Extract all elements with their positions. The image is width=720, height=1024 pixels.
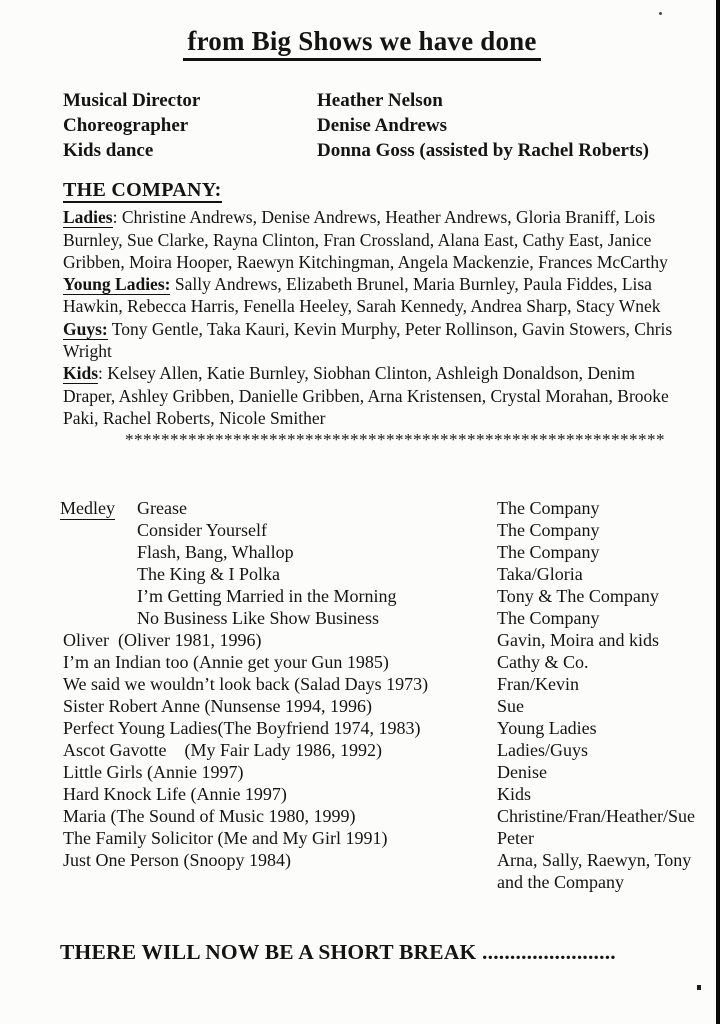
- company-section: [63, 179, 677, 452]
- programme-row: [63, 651, 715, 673]
- performer: Young Ladies: [497, 718, 597, 738]
- short-break-notice: THERE WILL NOW BE A SHORT BREAK ........................: [60, 940, 616, 964]
- medley-label: Medley: [60, 498, 115, 518]
- programme-row: [63, 783, 715, 805]
- credit-name: Denise Andrews: [317, 115, 448, 136]
- programme-row: [63, 827, 715, 849]
- credit-name: Donna Goss (assisted by Rachel Roberts): [317, 140, 649, 161]
- programme-row: [63, 607, 715, 629]
- performer: The Company: [497, 608, 600, 628]
- credit-row: [63, 88, 649, 113]
- programme-row: [63, 717, 715, 739]
- song-title: The King & I Polka: [137, 564, 280, 584]
- programme-row: [63, 673, 715, 695]
- group-separator: :: [112, 207, 122, 228]
- programme-row: [63, 629, 715, 651]
- song-title: Ascot Gavotte (My Fair Lady 1986, 1992): [63, 740, 382, 760]
- song-title: Flash, Bang, Whallop: [137, 542, 294, 562]
- scan-speck: [659, 12, 662, 15]
- programme-row: [63, 519, 715, 541]
- page-title: from Big Shows we have done: [183, 26, 540, 61]
- title-wrap: [42, 26, 682, 61]
- credit-row: [63, 138, 649, 163]
- song-title: Sister Robert Anne (Nunsense 1994, 1996): [63, 696, 372, 716]
- performer: Cathy & Co.: [497, 652, 589, 672]
- performer: Gavin, Moira and kids: [497, 630, 659, 650]
- song-title: Perfect Young Ladies(The Boyfriend 1974, 1983): [63, 718, 421, 738]
- performer: The Company: [497, 498, 600, 518]
- programme-row: [63, 541, 715, 563]
- credits-section: [63, 88, 649, 163]
- programme-list: [60, 497, 715, 893]
- group-names: Kelsey Allen, Katie Burnley, Siobhan Clinton, Ashleigh Donaldson, Denim Draper, Ashley Gribben, Danielle Gribben, Arna Kristensen, Crystal Morahan, Brooke Paki, Rachel Roberts, Nicole Smither: [63, 363, 669, 428]
- group-names: Sally Andrews, Elizabeth Brunel, Maria Burnley, Paula Fiddes, Lisa Hawkin, Rebecca Harris, Fenella Heeley, Sarah Kennedy, Andrea Sharp, Stacy Wnek: [63, 274, 661, 317]
- programme-row: [63, 563, 715, 585]
- programme-row: [63, 849, 715, 893]
- credit-role: Kids dance: [63, 140, 154, 161]
- song-title: Just One Person (Snoopy 1984): [63, 850, 291, 870]
- song-title: Hard Knock Life (Annie 1997): [63, 784, 287, 804]
- company-group-guys: [63, 318, 677, 363]
- song-title: Maria (The Sound of Music 1980, 1999): [63, 806, 356, 826]
- group-names: Tony Gentle, Taka Kauri, Kevin Murphy, Peter Rollinson, Gavin Stowers, Chris Wright: [63, 318, 673, 362]
- performer: Fran/Kevin: [497, 674, 579, 694]
- song-title: Oliver (Oliver 1981, 1996): [63, 630, 262, 650]
- song-title: I’m Getting Married in the Morning: [137, 586, 397, 606]
- performer: Peter: [497, 828, 534, 848]
- performer: The Company: [497, 520, 600, 540]
- scan-speck: [697, 985, 701, 990]
- company-group-young-ladies: [63, 273, 677, 318]
- programme-row: [63, 739, 715, 761]
- performer: Arna, Sally, Raewyn, Tony and the Company: [497, 850, 692, 892]
- performer: The Company: [497, 542, 600, 562]
- group-separator: :: [98, 363, 108, 384]
- performer: Kids: [497, 784, 532, 804]
- performer: Taka/Gloria: [497, 564, 583, 584]
- song-title: Consider Yourself: [137, 520, 268, 540]
- performer: Sue: [497, 696, 524, 716]
- song-title: Little Girls (Annie 1997): [63, 762, 244, 782]
- song-title: I’m an Indian too (Annie get your Gun 1985): [63, 652, 389, 672]
- company-group-kids: [63, 362, 677, 429]
- performer: Denise: [497, 762, 547, 782]
- company-group-ladies: [63, 206, 677, 273]
- group-label: Kids: [63, 363, 99, 384]
- programme-row: [63, 585, 715, 607]
- group-names: Christine Andrews, Denise Andrews, Heather Andrews, Gloria Braniff, Lois Burnley, Sue Clarke, Rayna Clinton, Fran Crossland, Alana East, Cathy East, Janice Gribben, Moira Hooper, Raewyn Kitchingman, Angela Mackenzie, Frances McCarthy: [63, 207, 668, 272]
- song-title: We said we wouldn’t look back (Salad Days 1973): [63, 674, 429, 694]
- group-label: Guys:: [63, 318, 108, 339]
- group-label: Young Ladies:: [63, 274, 171, 295]
- credit-role: Musical Director: [63, 90, 201, 111]
- performer: Tony & The Company: [497, 586, 659, 606]
- programme-row: [63, 805, 715, 827]
- performer: Ladies/Guys: [497, 740, 588, 760]
- programme-row: [63, 695, 715, 717]
- song-title: Grease: [137, 498, 187, 518]
- asterisk-divider: ************************************************************: [125, 430, 665, 450]
- programme-row: [63, 761, 715, 783]
- credit-name: Heather Nelson: [317, 90, 443, 111]
- credit-role: Choreographer: [63, 115, 189, 136]
- group-label: Ladies: [63, 207, 113, 228]
- scan-edge-bar: [716, 0, 720, 1024]
- credit-row: [63, 113, 649, 138]
- song-title: No Business Like Show Business: [137, 608, 380, 628]
- company-heading: THE COMPANY:: [63, 179, 222, 203]
- song-title: The Family Solicitor (Me and My Girl 1991): [63, 828, 388, 848]
- performer: Christine/Fran/Heather/Sue: [497, 806, 695, 826]
- programme-row: [60, 497, 715, 519]
